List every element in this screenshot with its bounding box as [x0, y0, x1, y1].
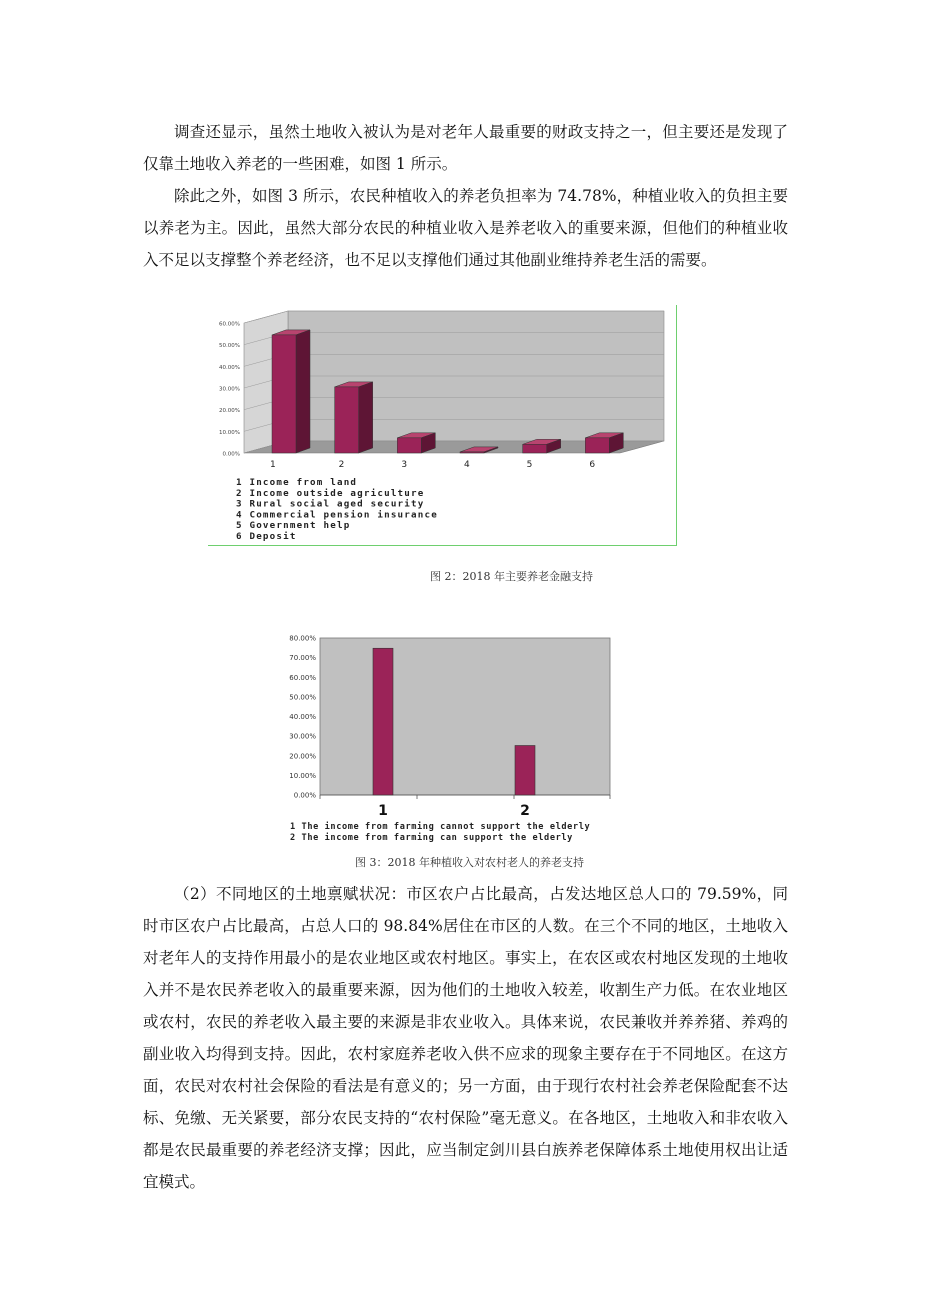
paragraph-3: （2）不同地区的土地禀赋状况：市区农户占比最高，占发达地区总人口的 79.59%，同时市区农户占比最高，占总人口的 98.84%居住在市区的人数。在三个不同的地区，土地收入对老年人的支持作用最小的是农业地区或农村地区。事实上，在农区或农村地区发现的土地收入并不是农民养老收入的最重要来源，因为他们的土地收入较差，收割生产力低。在农业地区或农村，农民的养老收入最主要的来源是非农业收入。具体来说，农民兼收并养养猪、养鸡的副业收入均得到支持。因此，农村家庭养老收入供不应求的现象主要存在于不同地区。在这方面，农民对农村社会保险的看法是有意义的；另一方面，由于现行农村社会养老保险配套不达标、免缴、无关紧要，部分农民支持的“农村保险”毫无意义。在各地区，土地收入和非农收入都是农民最重要的养老经济支撑；因此，应当制定剑川县白族养老保障体系土地使用权出让适宜模式。: [143, 885, 788, 1191]
legend-entry: 4 Commercial pension insurance: [236, 509, 438, 521]
chart-farming-support: [282, 630, 627, 845]
x-tick-label: 2: [338, 460, 345, 470]
y-tick-label: 30.00%: [219, 386, 240, 393]
x-tick-label: 1: [270, 460, 276, 470]
legend-entry: 2 Income outside agriculture: [236, 487, 425, 499]
y-tick-label: 50.00%: [289, 693, 316, 702]
legend-entry: 6 Deposit: [236, 531, 297, 542]
bar-side: [359, 382, 373, 453]
y-tick-label: 40.00%: [289, 713, 316, 721]
bar: [335, 387, 359, 453]
bar: [397, 438, 421, 453]
x-tick-label: 1: [378, 803, 388, 819]
legend-entry: 1 Income from land: [236, 477, 358, 488]
bar-side: [296, 330, 310, 453]
bar: [523, 444, 547, 453]
bar: [272, 335, 296, 453]
y-tick-label: 0.00%: [293, 791, 316, 800]
bar: [373, 648, 393, 795]
x-tick-label: 5: [526, 460, 533, 470]
x-tick-label: 4: [464, 460, 470, 470]
y-tick-label: 20.00%: [219, 408, 240, 415]
chart-financial-support: [208, 305, 676, 545]
y-tick-label: 60.00%: [289, 673, 316, 682]
paragraph-2: 除此之外，如图 3 所示，农民种植收入的养老负担率为 74.78%，种植业收入的负担主要以养老为主。因此，虽然大部分农民的种植业收入是养老收入的重要来源，但他们的种植业收入不足以支撑整个养老经济，也不足以支撑他们通过其他副业维持养老生活的需要。: [143, 187, 788, 269]
x-tick-label: 6: [589, 460, 596, 470]
figure-3-caption: 图 3：2018 年种植收入对农村老人的养老支持: [355, 856, 584, 869]
figure-3: [282, 630, 627, 845]
legend-entry: 3 Rural social aged security: [236, 498, 425, 510]
y-tick-label: 0.00%: [222, 451, 240, 458]
paragraph-1: 调查还显示，虽然土地收入被认为是对老年人最重要的财政支持之一，但主要还是发现了仅靠土地收入养老的一些困难，如图 1 所示。: [143, 123, 788, 173]
legend-entry: 1 The income from farming cannot support the elderly: [290, 822, 591, 832]
y-tick-label: 70.00%: [289, 654, 316, 663]
legend-entry: 2 The income from farming can support the elderly: [290, 833, 573, 843]
bar: [585, 438, 609, 453]
y-tick-label: 30.00%: [289, 732, 316, 741]
y-tick-label: 60.00%: [219, 321, 240, 328]
bar: [515, 746, 535, 795]
legend-entry: 5 Government help: [236, 520, 351, 532]
plot-area: [320, 638, 610, 795]
figure-2: [208, 305, 677, 546]
bar: [460, 452, 484, 453]
x-tick-label: 2: [520, 803, 530, 819]
y-tick-label: 10.00%: [289, 771, 316, 780]
y-tick-label: 80.00%: [289, 634, 316, 643]
y-tick-label: 10.00%: [219, 429, 240, 436]
x-tick-label: 3: [401, 460, 408, 470]
y-tick-label: 20.00%: [289, 752, 316, 761]
y-tick-label: 50.00%: [219, 343, 240, 350]
figure-2-caption: 图 2：2018 年主要养老金融支持: [430, 570, 593, 583]
y-tick-label: 40.00%: [219, 364, 240, 371]
